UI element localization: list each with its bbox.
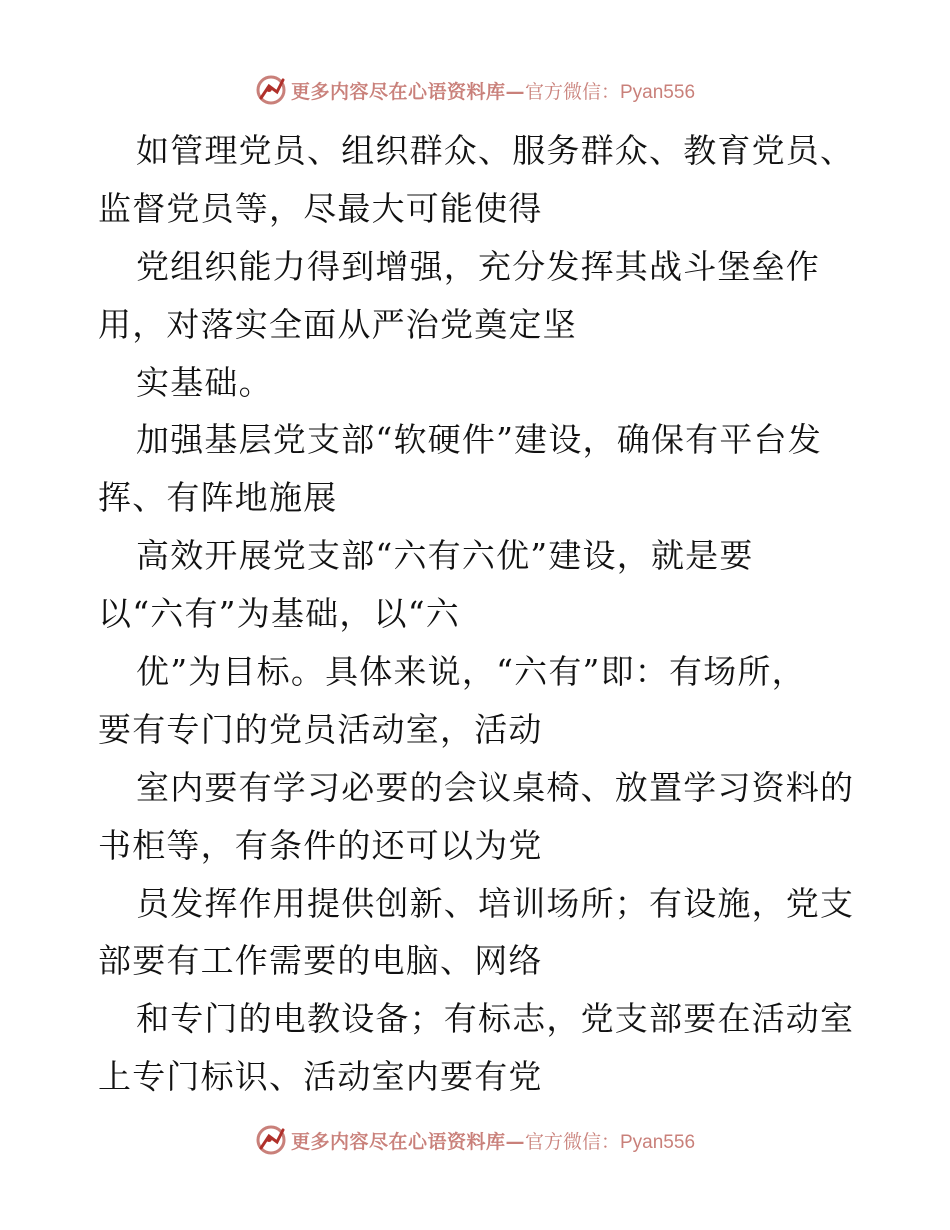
banner-wechat-text: 官方微信：Pyan556 — [525, 1131, 696, 1153]
text-line: 加强基层党支部“软硬件”建设，确保有平台发 — [136, 420, 822, 460]
banner-main-text: 更多内容尽在心语资料库— — [290, 1130, 525, 1153]
text-line: 书柜等，有条件的还可以为党 — [98, 825, 543, 865]
banner-main-text: 更多内容尽在心语资料库— — [290, 80, 525, 103]
text-line: 上专门标识、活动室内要有党 — [98, 1057, 543, 1097]
text-line: 实基础。 — [136, 362, 273, 402]
text-line: 员发挥作用提供创新、培训场所；有设施，党支 — [136, 883, 855, 923]
footer-banner — [0, 1120, 950, 1160]
brand-logo-icon — [255, 74, 287, 106]
text-line: 挥、有阵地施展 — [98, 478, 338, 518]
text-line: 用，对落实全面从严治党奠定坚 — [98, 304, 577, 344]
header-banner — [0, 70, 950, 110]
text-line: 和专门的电教设备；有标志，党支部要在活动室 — [136, 999, 855, 1039]
text-line: 以“六有”为基础，以“六 — [98, 594, 461, 634]
text-line: 党组织能力得到增强，充分发挥其战斗堡垒作 — [136, 246, 820, 286]
text-line: 部要有工作需要的电脑、网络 — [98, 941, 543, 981]
banner-wechat-text: 官方微信：Pyan556 — [525, 81, 696, 103]
text-line: 室内要有学习必要的会议桌椅、放置学习资料的 — [136, 767, 855, 807]
text-line: 优”为目标。具体来说，“六有”即：有场所， — [136, 652, 806, 692]
text-line: 要有专门的党员活动室，活动 — [98, 709, 543, 749]
text-line: 如管理党员、组织群众、服务群众、教育党员、 — [136, 131, 855, 170]
brand-logo-icon — [255, 1124, 287, 1156]
text-line: 监督党员等，尽最大可能使得 — [98, 188, 543, 228]
document-body — [98, 122, 858, 1106]
text-line: 高效开展党支部“六有六优”建设，就是要 — [136, 536, 754, 576]
